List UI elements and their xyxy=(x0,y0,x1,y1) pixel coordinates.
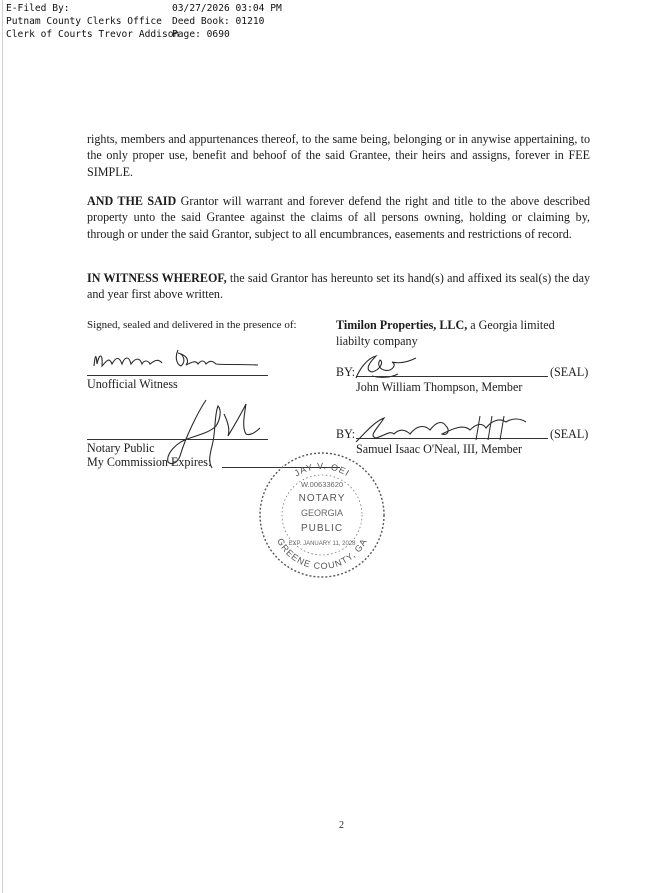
clerk-office: Putnam County Clerks Office xyxy=(6,16,162,27)
seal-label-1: (SEAL) xyxy=(550,365,589,379)
company-desc-a: a Georgia limited xyxy=(467,318,555,332)
efile-header-right xyxy=(172,2,282,41)
warranty-text: Grantor will warrant and forever defend the right and title to the above described property unto the said Grantee against the claims of all persons owning, holding or claiming by, through or under the said Grantor, subject to all encumbrances, easements and restrictions of record. xyxy=(87,194,590,241)
page-number: 2 xyxy=(339,820,344,831)
seal-county: GREENE COUNTY, GA xyxy=(274,536,370,572)
witness-label: Unofficial Witness xyxy=(87,377,178,391)
paragraph-appurtenances: rights, members and appurtenances thereof, to the same being, belonging or in anywise appertaining, to the only proper use, benefit and behoof of the said Grantee, their heirs and assigns, forever in FEE SIMPLE. xyxy=(87,132,590,179)
paragraph-witness-whereof xyxy=(87,270,590,303)
filed-datetime: 03/27/2026 03:04 PM xyxy=(172,3,282,14)
paragraph-warranty xyxy=(87,193,590,242)
deed-book: Deed Book: 01210 xyxy=(172,16,265,27)
company-name: Timilon Properties, LLC, xyxy=(336,318,468,332)
seal-public: PUBLIC xyxy=(300,523,344,534)
signer2-name: Samuel Isaac O'Neal, III, Member xyxy=(356,442,523,456)
witness-signature xyxy=(86,342,271,376)
efiled-by-label: E-Filed By: xyxy=(6,3,70,14)
notary-signature-line xyxy=(87,439,268,440)
page-edge-rule xyxy=(2,0,3,893)
notary-label: Notary Public xyxy=(87,441,155,455)
presence-label: Signed, sealed and delivered in the presence of: xyxy=(87,319,297,331)
signer1-name: John William Thompson, Member xyxy=(356,380,523,394)
warranty-lead: AND THE SAID xyxy=(87,194,177,208)
notary-seal-stamp xyxy=(256,449,388,581)
clerk-name: Clerk of Courts Trevor Addison xyxy=(6,29,180,40)
efile-header-left xyxy=(6,2,179,41)
seal-commission-no: W.00633620 xyxy=(300,480,344,489)
seal-notary: NOTARY xyxy=(298,493,346,504)
commission-label: My Commission Expires: xyxy=(87,455,212,469)
witness-whereof-text: the said Grantor has hereunto set its hand(s) and affixed its seal(s) the day and year first above written. xyxy=(87,271,590,302)
seal-label-2: (SEAL) xyxy=(550,427,589,441)
deed-page: Page: 0690 xyxy=(172,29,230,40)
by-label-2: BY: xyxy=(336,427,356,441)
grantor-company xyxy=(336,318,555,333)
svg-text:JAY V. OEI xyxy=(292,461,351,478)
seal-name: JAY V. OEI xyxy=(292,460,352,479)
witness-signature-line xyxy=(87,375,268,376)
witness-whereof-lead: IN WITNESS WHEREOF, xyxy=(87,271,227,285)
company-desc-b: liabilty company xyxy=(336,334,418,348)
seal-state: GEORGIA xyxy=(300,508,344,518)
by-label-1: BY: xyxy=(336,365,356,379)
seal-expires: EXP. JANUARY 11, 2028 xyxy=(288,541,356,547)
